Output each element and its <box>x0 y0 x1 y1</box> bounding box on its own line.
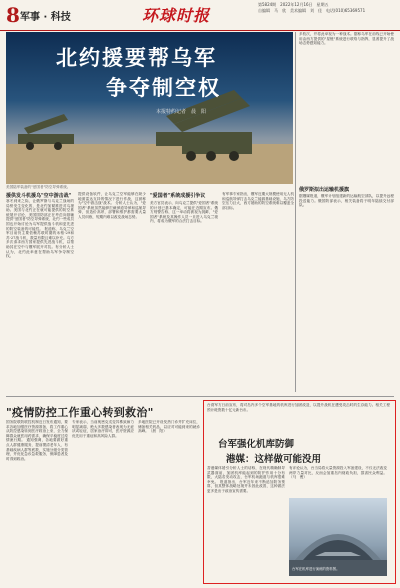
issue-meta-line1: 第5824期 2022年12月16日 星期五 <box>258 2 329 7</box>
lead-para-3: 提供设备软件，让乌克兰空军能够在缺少地面雷达支持的情况下进行作战，这被称为"空中游击战"战术。 <box>78 192 146 206</box>
article2-para-2: 通知强调，各地要做好重点人群健康服务，提前摸清老年人、有基础疾病人群等底数，实施分级分类管理，并优化急诊急救服务，保障患者及时得到救治。 <box>6 438 68 461</box>
section-label: 军事 · 科技 <box>20 12 71 23</box>
lead-headline-line2: 争夺制空权 <box>106 76 221 100</box>
lead-column-4 <box>222 192 294 391</box>
article2-para-3: 专家表示，当前奥密克戎变异株致病力明显减弱，绝大多数感染者表现为无症状或轻症，居家治疗即可，医疗资源应优先用于重症和高风险人群。 <box>72 420 134 438</box>
masthead <box>0 0 400 31</box>
article3-headline-line1: 台军强化机库防御 <box>218 439 295 450</box>
lead-column-1 <box>6 199 74 391</box>
article2-para-1: 国务院联防联控机制近日发布通知，要求各地加强医疗资源准备，将工作重心从防控感染转到医疗救治上来，全力保障群众就医用药需求，确保平稳度过疫情流行期。 <box>6 420 68 443</box>
hangar-illustration <box>289 498 387 576</box>
article2-column-3 <box>138 420 200 582</box>
article3-para-3: 报道指出，台军近年来不断追加防务预算，但其整体战略处境并未因此改善，这种做法更多是出于政治宣传需要。 <box>207 479 285 493</box>
issue-meta-line2: 自编辑 马 欣 美术编辑 刘 佳 电话(010)65369571 <box>258 7 366 13</box>
lead-para-7: 有军事专家指出，俄军近期大规模使用无人机和巡航导弹打击乌克兰能源基础设施，乌方防空压力巨大，西方援助的防空系统难以覆盖全部目标。 <box>222 192 294 210</box>
article2-para-4: 多地医院已开设发热门诊并扩充床位，储备相关药品，以应对可能到来的就诊高峰。（晨 阳） <box>138 420 200 434</box>
page-number: 8 <box>6 3 20 27</box>
lead-photo-caption: 美国陆军装备的"爱国者"防空导弹系统。 <box>6 185 71 189</box>
lead-para-6: 分析人士认为，"爱国者"系统虽然能够拦截弹道导弹和巡航导弹，但造价高昂，部署和维护都需要大量人员训练，短期内难以改变战场态势。 <box>78 201 146 219</box>
lead-para-2: 报道称，乌克兰空军目前仍主要依赖苏联时期的米格-29和苏-27战斗机，数量有限且难以补充。乌方多次请求西方国家提供先进战斗机，以帮助其在空中与俄军展开对抗。有分析人士认为，北约此举意在帮助乌军争夺制空权。 <box>6 226 74 259</box>
sidebar-bottom-text: 据俄媒报道，俄军计划组建新的运输航空部队，以提升远程投送能力。俄国防部表示，相关装备将于明年陆续交付部队。 <box>299 194 394 208</box>
lead-byline: 本报特约记者 晨 阳 <box>156 109 207 115</box>
article3-lead-text: 台湾军方日前宣布，将对岛内多个空军基地的机库进行加固改造，以提升战机在遭受攻击时的生存能力。相关工程预计耗资数十亿元新台币。 <box>207 403 390 412</box>
article2-headline: "疫情防控工作重心转到救治" <box>6 406 154 419</box>
lead-subhead-2: "爱国者"系统成援引争议 <box>150 193 206 199</box>
article3-column-2 <box>289 466 387 496</box>
sidebar-top-text: 多枚次，并将此举视为一种战术。据称乌军在前线已开始使用由西方提供的"星链"系统进行联络与指挥，显著提升了战场态势感知能力。 <box>299 32 394 46</box>
article2-column-2 <box>72 420 134 582</box>
lead-column-3 <box>150 192 218 391</box>
lead-para-5: 美方官员表示，向乌克兰提供"爱国者"系统的计划已基本确定，可能在近期宣布。俄方则警告称，这一举动将被视为挑衅，"爱国者"系统及其操作人员一旦进入乌克兰境内，将成为俄军的合法打击目标。 <box>150 201 218 224</box>
article3-para-2: 香港媒体援引分析人士的话称，在现代精确制导武器面前，加固机库能起到的防护作用十分有限，大陆若发动攻击，台军机场跑道与机库很难幸免。 <box>207 466 285 484</box>
column-divider <box>295 32 296 392</box>
issue-meta <box>258 2 365 13</box>
horizontal-divider <box>6 396 394 397</box>
lead-subhead: 援供发斗机援乌"空中游击战" <box>6 193 72 199</box>
article3-para-4: 有评论认为，台当局将大量资源投入军备建设，不仅无法改变两岸力量对比，反而会加重岛内财政负担，损害民众利益。（马 俊） <box>289 466 387 480</box>
newspaper-logo: 环球时报 <box>142 6 211 25</box>
lead-para-1: 寒冬到来之际，让俄罗斯与乌克兰战场的局势发生变化的，是北约加紧推进对乌援助。美国与北约正在就可能提供的防空系统展开讨论，美国国防部正在考虑向基辅提供"爱国者"防空导弹系统，北约一些成员国也开始讨论为乌军提供战斗机和更先进的防空装备的可能性。 <box>6 199 74 231</box>
lead-column-2 <box>78 192 146 391</box>
article2-column-1 <box>6 420 68 582</box>
lead-photo <box>6 32 293 184</box>
article3-photo-caption: 台军在机库进行演练的资料图。 <box>292 567 340 571</box>
article3-photo <box>289 498 387 576</box>
lead-headline-line1: 北约援要帮乌军 <box>56 46 217 70</box>
sidebar-subhead: 俄罗斯拟出运输机援旗 <box>299 187 350 193</box>
article3-headline-line2: 港媒：这样做可能没用 <box>226 454 322 465</box>
article3-column-1 <box>207 466 285 578</box>
